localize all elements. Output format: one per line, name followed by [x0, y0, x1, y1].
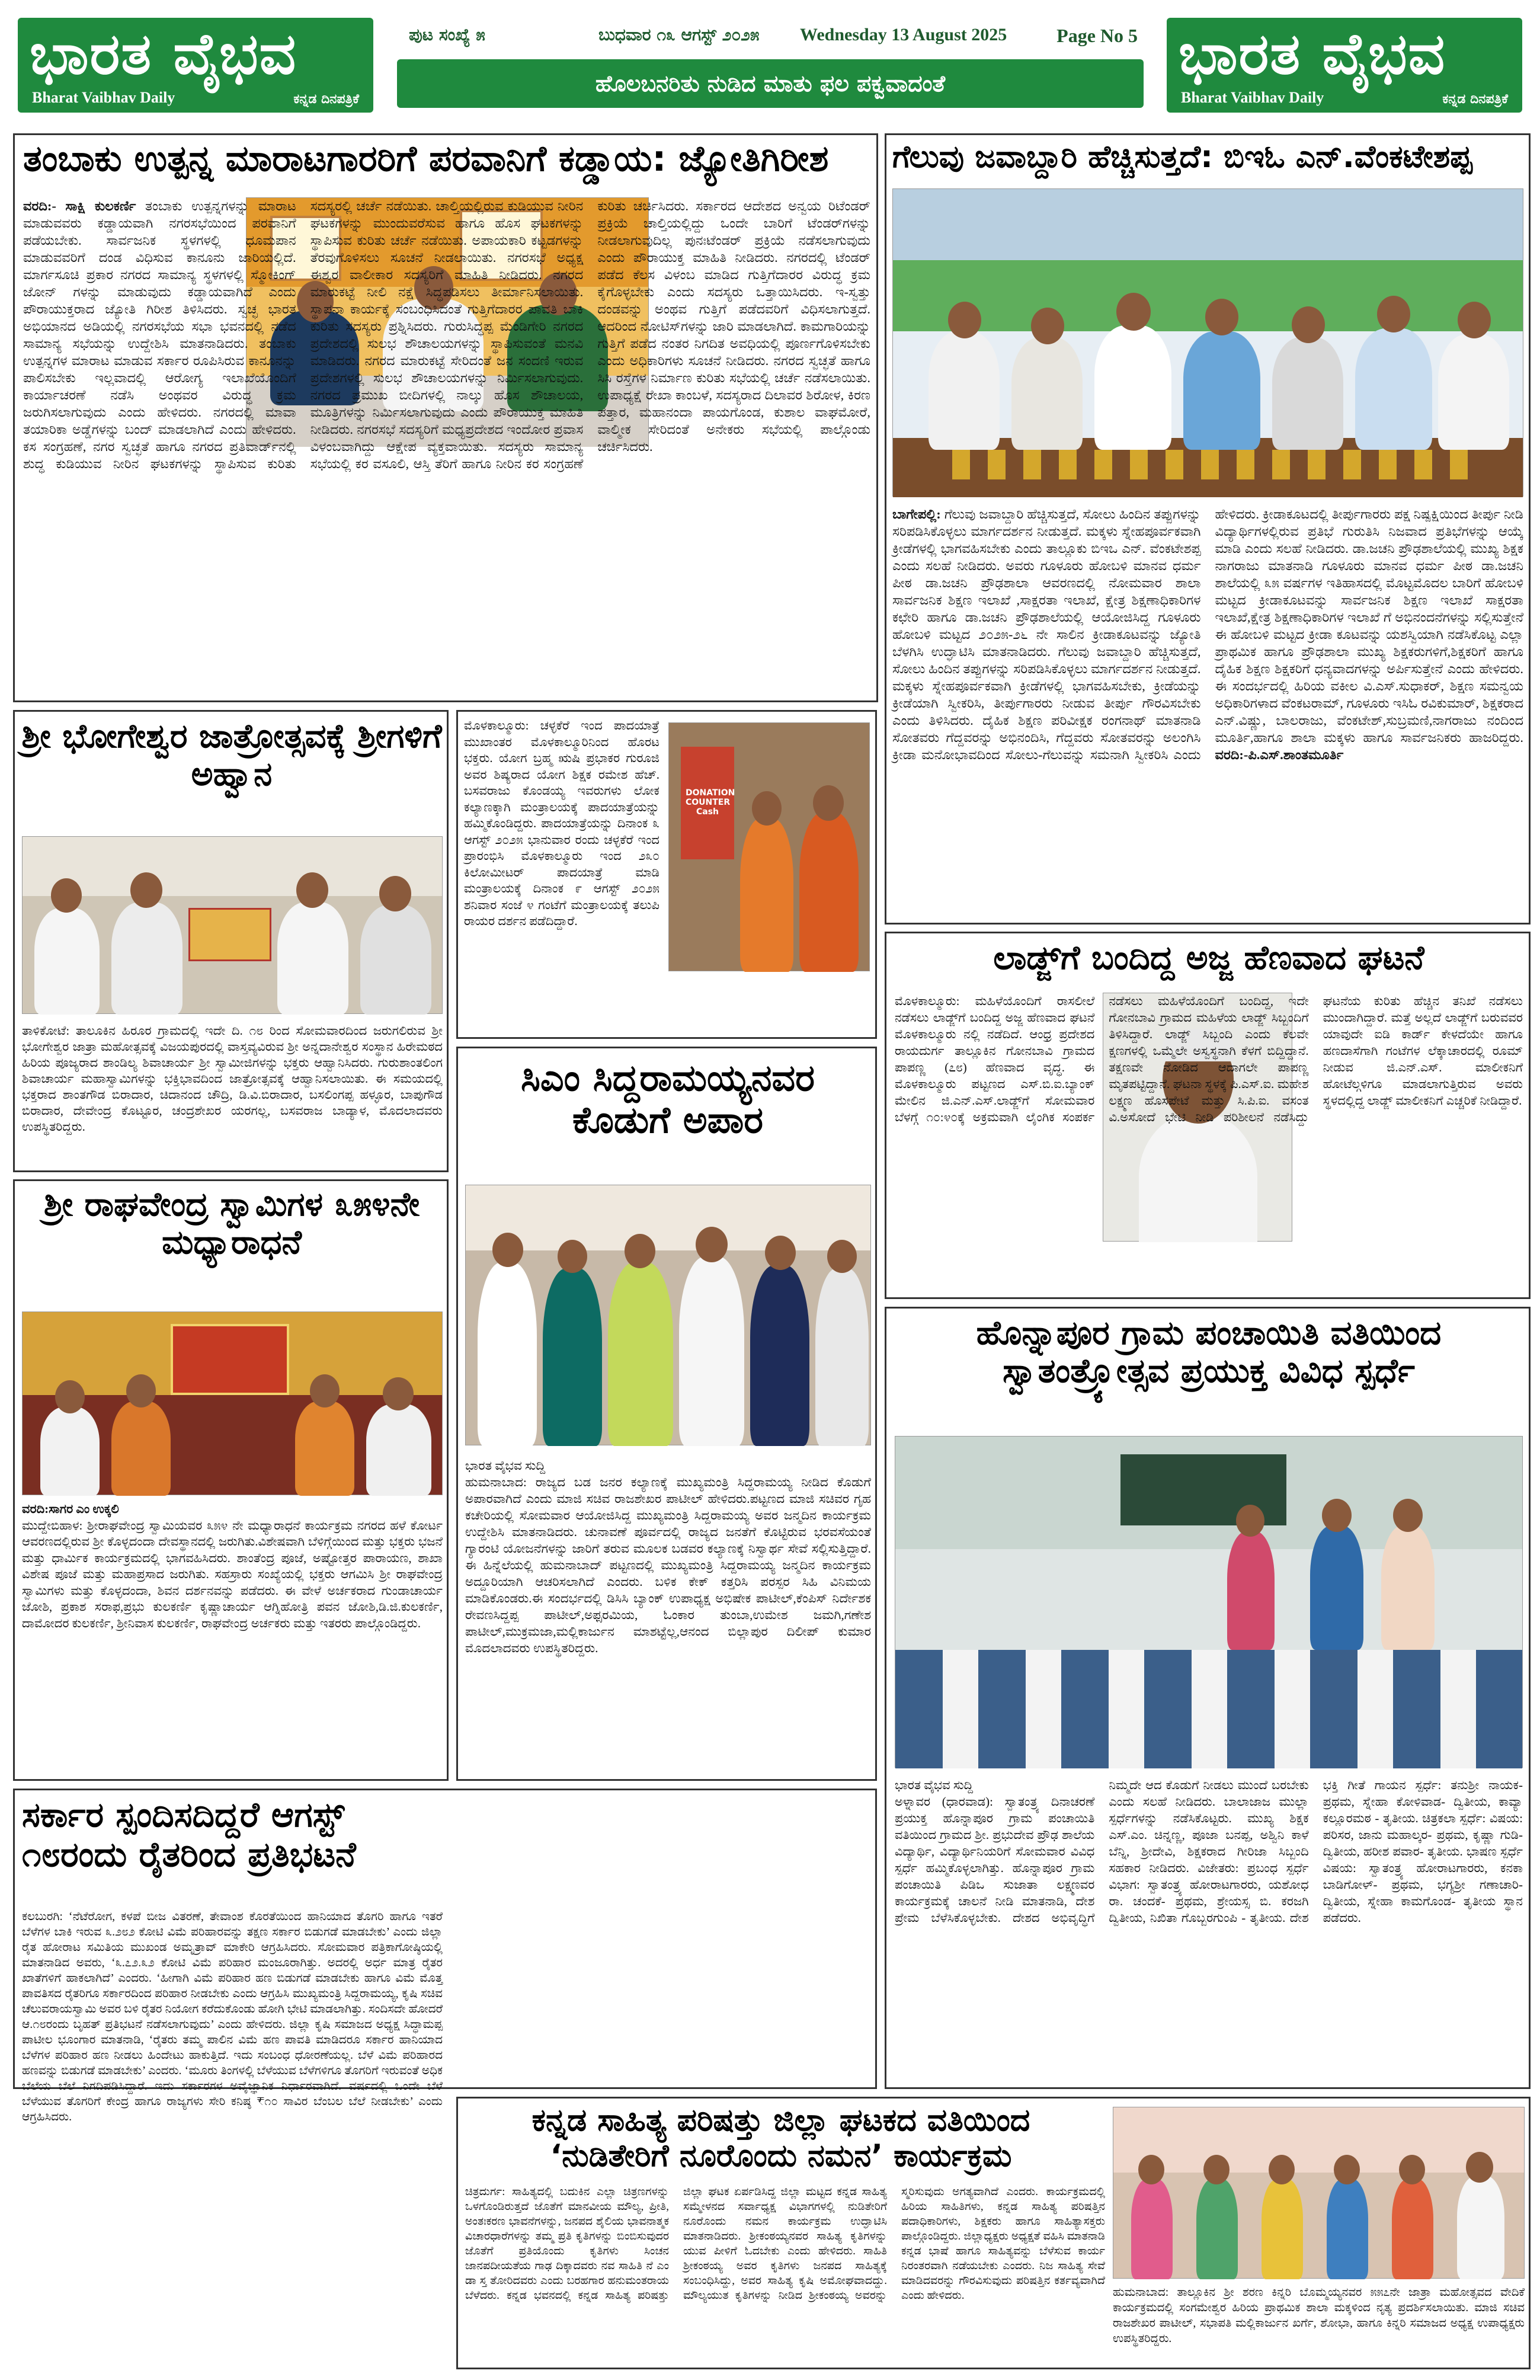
- logo-subtitle-kannada: ಕನ್ನಡ ದಿನಪತ್ರಿಕೆ: [1442, 92, 1508, 107]
- photo-caption: ಹುಮನಾಬಾದ: ತಾಲ್ಲೂಕಿನ ಶ್ರೀ ಶರಣ ಕಿನ್ನರಿ ಬೊಮ್ಮಯ್ಯನವರ ೫೫೭ನೇ ಜಾತ್ರಾ ಮಹೋತ್ಸವದ ವೇದಿಕೆ ಕಾರ್ಯಕ್ರಮದಲ್ಲಿ ಸಂಗಮೇಶ್ವರ ಹಿರಿಯ ಪ್ರಾಥಮಿಕ ಶಾಲಾ ಮಕ್ಕಳಿಂದ ನೃತ್ಯ ಪ್ರದರ್ಶಿಸಲಾಯಿತು. ಮಾಜಿ ಸಚಿವ ರಾಜಶೇಖರ ಪಾಟೀಲ್, ಸಭಾಪತಿ ಮಲ್ಲಿಕಾರ್ಜುನ ಖರ್ಗೆ, ಶೋಭಾ, ಹಾಗೂ ಕಿನ್ನರಿ ಸಮಾಜದ ಅಧ್ಯಕ್ಷ ಉಪಾಧ್ಯಕ್ಷರು ಉಪಸ್ಥಿತರಿದ್ದರು.: [1113, 2286, 1525, 2345]
- article-raghavendra: [13, 1179, 449, 1781]
- article-bhogeshwara: [13, 710, 449, 1172]
- article-dateline: ವರದಿ:- ಸಾಕ್ಷಿ ಕುಲಕರ್ಣಿ: [23, 199, 136, 213]
- pilgrims-photo: [668, 722, 870, 971]
- article-text: ಹುಮನಾಬಾದ: ರಾಜ್ಯದ ಬಡ ಜನರ ಕಲ್ಯಾಣಕ್ಕೆ ಮುಖ್ಯಮಂತ್ರಿ ಸಿದ್ದರಾಮಯ್ಯ ನೀಡಿದ ಕೊಡುಗೆ ಅಪಾರವಾಗಿದೆ ಎಂದು ಮಾಜಿ ಸಚಿವ ರಾಜಶೇಖರ ಪಾಟೀಲ್ ಹೇಳಿದರು.ಪಟ್ಟಣದ ಮಾಜಿ ಸಚಿವರ ಗೃಹ ಕಚೇರಿಯಲ್ಲಿ ಸೋಮವಾರ ಆಯೋಜಿಸಿದ್ದ ಮುಖ್ಯಮಂತ್ರಿ ಸಿದ್ದರಾಮಯ್ಯ ಅವರ ಜನ್ಮದಿನ ಕಾರ್ಯಕ್ರಮ ಉದ್ದೇಶಿಸಿ ಮಾತನಾಡಿದರು. ಚುನಾವಣೆ ಪೂರ್ವದಲ್ಲಿ ರಾಜ್ಯದ ಜನತೆಗೆ ಕೊಟ್ಟಿರುವ ಭರವಸೆಯಂತೆ ಗ್ಯಾರಂಟಿ ಯೋಜನೆಗಳನ್ನು ಜಾರಿಗೆ ತರುವ ಮೂಲಕ ಬಡವರ ಕಲ್ಯಾಣಕ್ಕೆ ನಿಸ್ವಾರ್ಥ ಸೇವೆ ಸಲ್ಲಿಸುತ್ತಿದ್ದಾರೆ. ಈ ಹಿನ್ನೆಲೆಯಲ್ಲಿ ಹುಮನಾಬಾದ್ ಪಟ್ಟಣದಲ್ಲಿ ಮುಖ್ಯಮಂತ್ರಿ ಸಿದ್ದರಾಮಯ್ಯ ಜನ್ಮದಿನ ಕಾರ್ಯಕ್ರಮ ಅದ್ದೂರಿಯಾಗಿ ಆಚರಿಸಲಾಗಿದೆ ಎಂದರು. ಬಳಿಕ ಕೇಕ್ ಕತ್ತರಿಸಿ ಪರಸ್ಪರ ಸಿಹಿ ವಿನಿಮಯ ಮಾಡಿಕೊಂಡರು.ಈ ಸಂದರ್ಭದಲ್ಲಿ ಡಿಸಿಸಿ ಬ್ಯಾಂಕ್ ಉಪಾಧ್ಯಕ್ಷ ಅಭಿಷೇಕ ಪಾಟೀಲ್,ಕೆಂಪಿಸ್ ನಿರ್ದೇಶಕ ರೇವಣಸಿದ್ದಪ್ಪ ಪಾಟೀಲ್,ಅಫ್ಸರಮಿಯ, ಓಂಕಾರ ತುಂಬಾ,ಉಮೇಶ ಜಮಗಿ,ಗಣೇಶ ಪಾಟೀಲ್,ಮುಕ್ರಮಜಾ,ಮಲ್ಲಿಕಾರ್ಜುನ ಮಾಶಟ್ಟೆಲ್ಲ,ಆನಂದ ಬಿಲ್ಲಾಪುರ ದಿಲೀಪ್ ಕುಮಾರ ಮೊದಲಾದವರು ಉಪಸ್ಥಿತರಿದ್ದರು.: [465, 1475, 871, 1655]
- article-body: [892, 506, 1523, 920]
- classroom-competition-photo: [895, 1436, 1523, 1768]
- article-text: ತಂಬಾಕು ಉತ್ಪನ್ನಗಳನ್ನು ಮಾರಾಟ ಮಾಡುವವರು ಕಡ್ಡಾಯವಾಗಿ ನಗರಸಭೆಯಿಂದ ಪರವಾನಿಗೆ ಪಡೆಯಬೇಕು. ಸಾರ್ವಜನಿಕ ಸ್ಥಳಗಳಲ್ಲಿ ಧೂಮಪಾನ ಮಾಡುವವರಿಗೆ ದಂಡ ವಿಧಿಸುವ ಕಾನೂನು ಜಾರಿಯಲ್ಲಿದೆ. ಮಾರ್ಗಸೂಚಿ ಪ್ರಕಾರ ನಗರದ ಸಾಮಾನ್ಯ ಸ್ಥಳಗಳಲ್ಲಿ ಸ್ಮೋಕಿಂಗ್ ಜೋನ್ ಗಳನ್ನು ಮಾಡುವುದು ಕಡ್ಡಾಯವಾಗಿದೆ ಎಂದು ಪೌರಾಯುಕ್ತರಾದ ಜ್ಯೋತಿ ಗಿರೀಶ ತಿಳಿಸಿದರು. ಸ್ವಚ್ಛ ಭಾರತ ಅಭಿಯಾನದ ಅಡಿಯಲ್ಲಿ ನಗರಸಭೆಯ ಸಭಾ ಭವನದಲ್ಲಿ ನಡೆದ ಸಾಮಾನ್ಯ ಸಭೆಯನ್ನು ಉದ್ದೇಶಿಸಿ ಮಾತನಾಡಿದರು. ತಂಬಾಕು ಉತ್ಪನ್ನಗಳ ಮಾರಾಟ ಮಾಡುವ ಸರ್ಕಾರ ರೂಪಿಸಿರುವ ಕಾನೂನನ್ನು ಪಾಲಿಸಬೇಕು ಇಲ್ಲವಾದಲ್ಲಿ ಆರೋಗ್ಯ ಇಲಾಖೆಯೊಂದಿಗೆ ಕಾರ್ಯಾಚರಣೆ ನಡೆಸಿ ಅಂಥವರ ವಿರುದ್ಧ ಕ್ರಮ ಜರುಗಿಸಲಾಗುವುದು ಎಂದು ಹೇಳಿದರು. ನಗರದಲ್ಲಿ ಮಾವಾ ತಯಾರಿಕಾ ಅಡ್ಡೆಗಳನ್ನು ಬಂದ್ ಮಾಡಲಾಗಿದೆ ಎಂದು ಹೇಳಿದರು. ಕಸ ಸಂಗ್ರಹಣೆ, ನಗರ ಸ್ವಚ್ಛತೆ ಹಾಗೂ ನಗರದ ಪ್ರತಿವಾರ್ಡ್‌ನಲ್ಲಿ ಶುದ್ಧ ಕುಡಿಯುವ ನೀರಿನ ಘಟಕಗಳನ್ನು ಸ್ಥಾಪಿಸುವ ಕುರಿತು ಸದಸ್ಯರಲ್ಲಿ ಚರ್ಚೆ ನಡೆಯಿತು. ಚಾಲ್ತಿಯಲ್ಲಿರುವ ಕುಡಿಯುವ ನೀರಿನ ಘಟಕಗಳನ್ನು ಮುಂದುವರೆಸುವ ಹಾಗೂ ಹೊಸ ಘಟಕಗಳನ್ನು ಸ್ಥಾಪಿಸುವ ಕುರಿತು ಚರ್ಚೆ ನಡೆಯಿತು. ಅಪಾಯಕಾರಿ ಕಟ್ಟಡಗಳನ್ನು ತೆರವುಗೊಳಿಸಲು ಸೂಚನೆ ನೀಡಲಾಯಿತು. ನಗರಸಭೆ ಅಧ್ಯಕ್ಷ ಈಶ್ವರ ವಾಲೀಕಾರ ಸದಸ್ಯರಿಗೆ ಮಾಹಿತಿ ನೀಡಿದರು. ನಗರದ ಮಾರುಕಟ್ಟೆ ನೀಲಿ ನಕ್ಷೆ ಸಿದ್ಧಪಡಿಸಲು ತೀರ್ಮಾನಿಸಲಾಯಿತು. ಸ್ಥಾಪನಾ ಕಾರ್ಯಕ್ಕೆ ಸಂಬಂಧಿಸಿದಂತೆ ಗುತ್ತಿಗೆದಾರರ ಪಾವತಿ ಬಾಕಿ ಕುರಿತು ಸದಸ್ಯರು ಪ್ರಶ್ನಿಸಿದರು. ಗುರುಸಿದ್ಧಪ್ಪ ಮೆಂಡಿಗೇರಿ ನಗರದ ಪ್ರದೇಶದಲ್ಲಿ ಸುಲಭ ಶೌಚಾಲಯಗಳನ್ನು ಸ್ಥಾಪಿಸುವಂತೆ ಮನವಿ ಮಾಡಿದರು. ನಗರದ ಮಾರುಕಟ್ಟೆ ಸೇರಿದಂತೆ ಜನ ಸಂದಣಿ ಇರುವ ಪ್ರದೇಶಗಳಲ್ಲಿ ಸುಲಭ ಶೌಚಾಲಯಗಳನ್ನು ನಿರ್ಮಿಸಲಾಗುವುದು. ನಗರದ ಪ್ರಮುಖ ಬೀದಿಗಳಲ್ಲಿ ನಾಲ್ಕು ಹೊಸ ಶೌಚಾಲಯ, ಮೂತ್ರಿಗಳನ್ನು ನಿರ್ಮಿಸಲಾಗುವುದು ಎಂದು ಪೌರಾಯುಕ್ತ ಮಾಹಿತಿ ನೀಡಿದರು. ನಗರಸಭೆ ಸದಸ್ಯರಿಗೆ ಮಧ್ಯಪ್ರದೇಶದ ಇಂದೋರ ಪ್ರವಾಸ ವಿಳಂಬವಾಗಿದ್ದು ಆಕ್ಷೇಪ ವ್ಯಕ್ತವಾಯಿತು. ಸದಸ್ಯರು ಸಾಮಾನ್ಯ ಸಭೆಯಲ್ಲಿ ಕರ ವಸೂಲಿ, ಆಸ್ತಿ ತೆರಿಗೆ ಹಾಗೂ ನೀರಿನ ಕರ ಸಂಗ್ರಹಣೆ ಕುರಿತು ಚರ್ಚಿಸಿದರು. ಸರ್ಕಾರದ ಆದೇಶದ ಅನ್ವಯ ರಿಟೆಂಡರ್ ಪ್ರಕ್ರಿಯೆ ಚಾಲ್ತಿಯಲ್ಲಿದ್ದು ಒಂದೇ ಬಾರಿಗೆ ಟೆಂಡರ್‌ಗಳನ್ನು ನೀಡಲಾಗುವುದಿಲ್ಲ ಪುನಃಟೆಂಡರ್ ಪ್ರಕ್ರಿಯೆ ನಡೆಸಲಾಗುವುದು ಎಂದು ಪೌರಾಯುಕ್ತ ಮಾಹಿತಿ ನೀಡಿದರು. ನಗರದಲ್ಲಿ ಟೆಂಡರ್ ಪಡೆದ ಕೆಲಸ ವಿಳಂಬ ಮಾಡಿದ ಗುತ್ತಿಗೆದಾರರ ವಿರುದ್ಧ ಕ್ರಮ ಕೈಗೊಳ್ಳಬೇಕು ಎಂದು ಸದಸ್ಯರು ಒತ್ತಾಯಿಸಿದರು. ಇ-ಸ್ವತ್ತು ದಂಡವನ್ನು ಅಂಥವ ಗುತ್ತಿಗೆ ಪಡೆದವರಿಗೆ ವಿಧಿಸಲಾಗುತ್ತದೆ. ಆದರಿಂದ ನೋಟಿಸ್‌ಗಳನ್ನು ಜಾರಿ ಮಾಡಲಾಗಿದೆ. ಕಾಮಗಾರಿಯನ್ನು ಗುತ್ತಿಗೆ ಪಡೆದ ನಂತರ ನಿಗದಿತ ಅವಧಿಯಲ್ಲಿ ಪೂರ್ಣಗೊಳಿಸಬೇಕು ಎಂದು ಅಧಿಕಾರಿಗಳು ಸೂಚನೆ ನೀಡಿದರು. ನಗರದ ಸ್ವಚ್ಛತೆ ಹಾಗೂ ಸಿಸಿ ರಸ್ತೆಗಳ ನಿರ್ಮಾಣ ಕುರಿತು ಸಭೆಯಲ್ಲಿ ಚರ್ಚೆ ನಡೆಸಲಾಯಿತು. ಉಪಾಧ್ಯಕ್ಷೆ ರೇಖಾ ಕಾಂಬಳೆ, ಸದಸ್ಯರಾದ ದಿಲಾವರ ಶಿರೋಳ, ಕಿರಣ ಪತ್ತಾರ, ಮಹಾನಂದಾ ಪಾಯಗೊಂಡ, ಕುಶಾಲ ವಾಘಮೋರೆ, ವಾಲ್ಮೀಕ ಸೇರಿದಂತೆ ಅನೇಕರು ಸಭೆಯಲ್ಲಿ ಪಾಲ್ಗೊಂಡು ಚರ್ಚಿಸಿದರು.: [23, 199, 870, 471]
- article-headline[interactable]: ಶ್ರೀ ಭೋಗೇಶ್ವರ ಜಾತ್ರೋತ್ಸವಕ್ಕೆ ಶ್ರೀಗಳಿಗೆ ಅಹ್ವಾನ: [21, 717, 442, 794]
- article-text: ಗೆಲುವು ಜವಾಬ್ದಾರಿ ಹೆಚ್ಚಿಸುತ್ತದೆ, ಸೋಲು ಹಿಂದಿನ ತಪ್ಪುಗಳನ್ನು ಸರಿಪಡಿಸಿಕೊಳ್ಳಲು ಮಾರ್ಗದರ್ಶನ ನೀಡುತ್ತದೆ. ಮಕ್ಕಳು ಸ್ನೇಹಪೂರ್ವಕವಾಗಿ ಕ್ರೀಡೆಗಳಲ್ಲಿ ಭಾಗವಹಿಸಬೇಕು ಎಂದು ತಾಲ್ಲೂಕು ಬಿಇಒ ಎನ್. ವೆಂಕಟೇಶಪ್ಪ ಎಂದು ಸಲಹೆ ನೀಡಿದರು. ಅವರು ಗೂಳೂರು ಹೋಬಳಿ ಮಾನವ ಧರ್ಮ ಪೀಠ ಡಾ.ಜಚನಿ ಪ್ರೌಢಶಾಲಾ ಆವರಣದಲ್ಲಿ ನೋಮವಾರ ಶಾಲಾ ಸಾರ್ವಜನಿಕ ಶಿಕ್ಷಣ ಇಲಾಖೆ ,ಸಾಕ್ಷರತಾ ಇಲಾಖೆ, ಕ್ಷೇತ್ರ ಶಿಕ್ಷಣಾಧಿಕಾರಿಗಳ ಕಛೇರಿ ಹಾಗೂ ಡಾ.ಜಚನಿ ಪ್ರೌಢಶಾಲೆಯಲ್ಲಿ ಆಯೋಜಿಸಿದ್ದ ಗೂಳೂರು ಹೋಬಳಿ ಮಟ್ಟದ ೨೦೨೫-೨೬ ನೇ ಸಾಲಿನ ಕ್ರೀಡಾಕೂಟವನ್ನು ಜ್ಯೋತಿ ಬೆಳಗಿಸಿ ಉದ್ಘಾಟಿಸಿ ಮಾತನಾಡಿದರು. ಗೆಲುವು ಜವಾಬ್ದಾರಿ ಹೆಚ್ಚಿಸುತ್ತದೆ, ಸೋಲು ಹಿಂದಿನ ತಪ್ಪುಗಳನ್ನು ಸರಿಪಡಿಸಿಕೊಳ್ಳಲು ಮಾರ್ಗದರ್ಶನ ನೀಡುತ್ತದೆ. ಮಕ್ಕಳು ಸ್ನೇಹಪೂರ್ವಕವಾಗಿ ಕ್ರೀಡೆಗಳಲ್ಲಿ ಭಾಗವಹಿಸಬೇಕು, ಕ್ರೀಡೆಯನ್ನು ಕ್ರೀಡೆಯಾಗಿ ಸ್ವೀಕರಿಸಿ, ತೀರ್ಪುಗಾರರು ನೀಡುವ ತೀರ್ಪು ಗೌರವಿಸಬೇಕು ಎಂದು ತಿಳಿಸಿದರು. ದೈಹಿಕ ಶಿಕ್ಷಣ ಪರಿವೀಕ್ಷಕ ರಂಗನಾಥ್ ಮಾತನಾಡಿ ಸೋತವರು ಗೆದ್ದವರನ್ನು ಅಭಿನಂದಿಸಿ, ಗೆದ್ದವರು ಸೋತವರನ್ನು ಅಲಂಗಿಸಿ ಕ್ರೀಡಾ ಮನೋಭಾವದಿಂದ ಸೋಲು-ಗೆಲುವನ್ನು ಸಮನಾಗಿ ಸ್ವೀಕರಿಸಿ ಎಂದು ಹೇಳಿದರು. ಕ್ರೀಡಾಕೂಟದಲ್ಲಿ ತೀರ್ಪುಗಾರರು ಪಕ್ಷ ನಿಷ್ಪಕ್ಷಿಯಿಂದ ತೀರ್ಪು ನೀಡಿ ವಿದ್ಯಾರ್ಥಿಗಳಲ್ಲಿರುವ ಪ್ರತಿಭೆ ಗುರುತಿಸಿ ನಿಜವಾದ ಪ್ರತಿಭೆಗಳನ್ನು ಆಯ್ಕೆ ಮಾಡಿ ಎಂದು ಸಲಹೆ ನೀಡಿದರು. ಡಾ.ಜಚನಿ ಪ್ರೌಢಶಾಲೆಯಲ್ಲಿ ಮುಖ್ಯ ಶಿಕ್ಷಕ ನಾಗರಾಜು ಮಾತನಾಡಿ ಗೂಳೂರು ಮಾನವ ಧರ್ಮ ಪೀಠ ಡಾ.ಜಚನಿ ಶಾಲೆಯಲ್ಲಿ ೩೫ ವರ್ಷಗಳ ಇತಿಹಾಸದಲ್ಲಿ ಮೊಟ್ಟಮೊದಲ ಬಾರಿಗೆ ಹೋಬಳಿ ಮಟ್ಟದ ಕ್ರೀಡಾಕೂಟವನ್ನು ಸಾರ್ವಜನಿಕ ಶಿಕ್ಷಣ ಇಲಾಖೆ ಸಾಕ್ಷರತಾ ಇಲಾಖೆ,ಕ್ಷೇತ್ರ ಶಿಕ್ಷಣಾಧಿಕಾರಿಗಳ ಇಲಾಖೆ ಗೆ ಅಭಿನಂದನೆಗಳನ್ನು ಸಲ್ಲಿಸುತ್ತೇನೆ ಈ ಹೋಬಳಿ ಮಟ್ಟದ ಕ್ರೀಡಾ ಕೂಟವನ್ನು ಯಶಸ್ವಿಯಾಗಿ ನಡೆಸಿಕೊಟ್ಟ ಎಲ್ಲಾ ಪ್ರಾಥಮಿಕ ಹಾಗೂ ಪ್ರೌಢಶಾಲಾ ಮುಖ್ಯ ಶಿಕ್ಷಕರುಗಳಿಗೆ,ಶಿಕ್ಷಕರಿಗೆ ಹಾಗೂ ದೈಹಿಕ ಶಿಕ್ಷಣ ಶಿಕ್ಷಕರಿಗೆ ಧನ್ಯವಾದಗಳನ್ನು ಅರ್ಪಿಸುತ್ತೇನೆ ಎಂದು ಹೇಳಿದರು. ಈ ಸಂದರ್ಭದಲ್ಲಿ ಹಿರಿಯ ವಕೀಲ ವಿ.ಎಸ್.ಸುಧಾಕರ್, ಶಿಕ್ಷಣ ಸಮನ್ವಯ ಅಧಿಕಾರಿಗಳಾದ ವೆಂಕಟರಾಮ್, ಗೂಳೂರು ಇಸಿಓ ರವಿಕುಮಾರ್, ಶಿಕ್ಷಕರಾದ ಎನ್.ವಿಷ್ಣು, ಬಾಲರಾಜು, ವೆಂಕಟೇಶ್,ಸುಬ್ರಮಣಿ,ನಾಗರಾಜು ನಂದಿಂದ ಮೂರ್ತಿ,ಹಾಗೂ ಶಾಲಾ ಮಕ್ಕಳು ಹಾಗೂ ಸಾರ್ವಜನಿಕರು ಹಾಜರಿದ್ದರು.: [892, 507, 1523, 762]
- article-dateline: ಭಾರತ ವೈಭವ ಸುದ್ದಿ: [895, 1778, 974, 1792]
- logo-right: [1167, 18, 1522, 113]
- article-headline[interactable]: ಲಾಡ್ಜ್‌ಗೆ ಬಂದಿದ್ದ ಅಜ್ಜ ಹೆಣವಾದ ಘಟನೆ: [993, 939, 1424, 977]
- article-text: ಮುದ್ದೇಬಿಹಾಳ: ಶ್ರೀರಾಘವೇಂದ್ರ ಸ್ವಾಮಿಯವರ ೩೫೪ ನೇ ಮಧ್ಯಾರಾಧನೆ ಕಾರ್ಯಕ್ರಮ ನಗರದ ಹಳೆ ಕೋರ್ಟ ಆವರಣದಲ್ಲಿರುವ ಶ್ರೀ ಕೊಳ್ಳದಂದಾ ದೇವಸ್ಥಾನದಲ್ಲಿ ಜರುಗಿತು.ವಿಶೇಷವಾಗಿ ಬೆಳಿಗ್ಗೆಯಿಂದ ಮತ್ತು ಭಕ್ತರು ಭಜನೆ ಮತ್ತು ಧಾರ್ಮಿಕ ಕಾರ್ಯಕ್ರಮದಲ್ಲಿ ಭಾಗವಹಿಸಿದರು. ಶಾಂತೆಂದ್ರ ಪೂಜೆ, ಅಷ್ಟೋತ್ತರ ಪಾರಾಯಣ, ಶಾಖಾ ವಿಶೇಷ ಪೂಜೆ ಮತ್ತು ಮಹಾಪ್ರಸಾದ ಜರುಗಿತು. ಸಹಸ್ರಾರು ಸಂಖ್ಯೆಯಲ್ಲಿ ಭಕ್ತರು ಆಗಮಿಸಿ ಶ್ರೀ ರಾಘವೇಂದ್ರ ಸ್ವಾಮಿಗಳು ಮತ್ತು ಕೊಳ್ಳದಂದಾ, ಶಿವನ ದರ್ಶನವನ್ನು ಪಡೆದರು. ಈ ವೇಳೆ ಅರ್ಚಕರಾದ ಗುಂಡಾಚಾರ್ಯ ಜೋಶಿ, ಪ್ರಕಾಶ ಸರಾಫ,ಪ್ರಭು ಕುಲಕರ್ಣಿ ಕೃಷ್ಣಾಚಾರ್ಯ ಆಗ್ನಿಹೋತ್ರಿ ಪವನ ಜೋಶಿ,ಡಿ.ಜಿ.ಕುಲಕರ್ಣಿ, ದಾಮೋದರ ಕುಲಕರ್ಣಿ, ಶ್ರೀನಿವಾಸ ಕುಲಕರ್ಣಿ, ರಾಘವೇಂದ್ರ ಅರ್ಚಕರು ಮತ್ತು ಇತರರು ಪಾಲ್ಗೊಂಡಿದ್ದರು.: [22, 1518, 443, 1630]
- slogan-bar: ಹೊಲಬನರಿತು ನುಡಿದ ಮಾತು ಫಲ ಪಕ್ವವಾದಂತೆ: [397, 59, 1144, 108]
- article-sahitya: [456, 2097, 1531, 2369]
- masthead: [18, 18, 1522, 113]
- issue-line: [397, 21, 1144, 51]
- temple-ritual-photo: [22, 1311, 443, 1495]
- article-body: [465, 1457, 871, 1777]
- logo-subtitle-kannada: ಕನ್ನಡ ದಿನಪತ್ರಿಕೆ: [293, 92, 359, 107]
- sports-event-photo: [892, 188, 1523, 497]
- article-body: ಕಲಬುರಗಿ: ‘ನೆಟೆರೋಗ, ಕಳಪೆ ಬೀಜ ವಿತರಣೆ, ತೇವಾಂಶ ಕೊರತೆಯಿಂದ ಹಾನಿಯಾದ ತೊಗರಿ ಹಾಗೂ ಇತರೆ ಬೆಳೆಗಳ ಬಾಕಿ ಇರುವ ೩.೨೮೨ ಕೋಟಿ ವಿಮೆ ಪರಿಹಾರವನ್ನು ತಕ್ಷಣ ಸರ್ಕಾರ ಬಿಡುಗಡೆ ಮಾಡಬೇಕು’ ಎಂದು ಜಿಲ್ಲಾ ರೈತ ಹೋರಾಟ ಸಮಿತಿಯ ಮುಖಂಡ ಅಮೃತ್ರಾವ್ ಮಾಕೇರಿ ಆಗ್ರಹಿಸಿದರು. ಸೋಮವಾರ ಪತ್ರಿಕಾಗೋಷ್ಠಿಯಲ್ಲಿ ಮಾತನಾಡಿದ ಅವರು, ‘೩.೭೨.೩೨ ಕೋಟಿ ವಿಮೆ ಪರಿಹಾರ ಮಂಜೂರಾಗಿತ್ತು. ಅದರಲ್ಲಿ ಅರ್ಧ ಮಾತ್ರ ರೈತರ ಖಾತೆಗಳಿಗೆ ಹಾಕಲಾಗಿದೆ’ ಎಂದರು. ‘ಹೀಗಾಗಿ ವಿಮೆ ಪರಿಹಾರ ಹಣ ಬಿಡುಗಡೆ ಮಾಡಬೇಕು ಹಾಗೂ ವಿಮೆ ಮೊತ್ತ ಪಾವತಿಸದ ರೈತರಿಗೂ ಸರ್ಕಾರದಿಂದ ಪರಿಹಾರ ನೀಡಬೇಕು ಎಂದು ಆಗ್ರಹಿಸಿ ಮುಖ್ಯಮಂತ್ರಿ ಸಿದ್ದರಾಮಯ್ಯ, ಕೃಷಿ ಸಚಿವ ಚೆಲುವರಾಯಸ್ವಾಮಿ ಅವರ ಬಳಿ ರೈತರ ನಿಯೋಗ ಕರೆದುಕೊಂಡು ಹೋಗಿ ಭೇಟಿ ಮಾಡಲಾಗಿತ್ತು. ಸಂದಿಸದೇ ಹೋದರೆ ಆ.೧೮ರಂದು ಬೃಹತ್ ಪ್ರತಿಭಟನೆ ನಡೆಸಲಾಗುವುದು’ ಎಂದು ಹೇಳಿದರು. ಜಿಲ್ಲಾ ಕೃಷಿ ಸಮಾಜದ ಅಧ್ಯಕ್ಷ ಸಿದ್ಧಾಮಪ್ಪ ಪಾಟೀಲ ಭೂಂಗಾರ ಮಾತನಾಡಿ, ‘ರೈತರು ತಮ್ಮ ಪಾಲಿನ ವಿಮೆ ಹಣ ಪಾವತಿ ಮಾಡಿದರೂ ಸರ್ಕಾರ ಹಾನಿಯಾದ ಬೆಳೆಗಳ ಪರಿಹಾರ ಹಣ ನೀಡಲು ಹಿಂದೇಟು ಹಾಕುತ್ತಿದೆ. ಇದು ಸಂಬಂಧ ಧೋರಣೆಯಲ್ಲ. ಬೆಳೆ ವಿಮೆ ಪರಿಹಾರದ ಹಣವನ್ನು ಬಿಡುಗಡೆ ಮಾಡಬೇಕು’ ಎಂದರು. ‘ಮೂರು ತಿಂಗಳಲ್ಲಿ ಬೆಳೆಯುವ ಬೆಳೆಗಳಿಗೂ ತೊಗರಿಗೆ ಇರುವಂತೆ ಅಧಿಕ ಬೆಲೆಯ ಬೆಲೆ ನಿಗದಿಪಡಿಸಿದ್ದಾರೆ. ಇದು ಸರ್ಕಾರಗಳ ಅವೈಜ್ಞಾನಿಕ ನಿರ್ಧಾರವಾಗಿದೆ. ವರ್ಷದಲ್ಲಿ ಒಂದೇ ಬೆಳೆ ಬೆಳೆಯುವ ತೊಗರಿಗೆ ಕೇಂದ್ರ ಹಾಗೂ ರಾಜ್ಯಗಳು ಸೇರಿ ಕನಿಷ್ಠ ₹೧೦ ಸಾವಿರ ಬೆಂಬಲ ಬೆಲೆ ನೀಡಬೇಕು’ ಎಂದು ಆಗ್ರಹಿಸಿದರು.: [22, 1910, 443, 2123]
- logo-subtitle-english: Bharat Vaibhav Daily: [32, 89, 175, 106]
- article-honnapura: [885, 1307, 1531, 2089]
- logo-title: ಭಾರತ ವೈಭವ: [30, 20, 297, 87]
- article-body: [23, 197, 870, 695]
- article-farmers: [13, 1789, 877, 2123]
- birthday-celebration-photo: [465, 1185, 871, 1445]
- article-headline[interactable]: [470, 2103, 1092, 2174]
- article-headline[interactable]: ಶ್ರೀ ರಾಘವೇಂದ್ರ ಸ್ವಾಮಿಗಳ ೩೫೪ನೇ ಮಧ್ಯಾರಾಧನೆ: [43, 1185, 420, 1262]
- dance-performance-photo: [1113, 2107, 1525, 2279]
- article-body: ಮೊಳಕಾಲ್ಮೂರು: ಮಹಿಳೆಯೊಂದಿಗೆ ರಾಸಲೀಲೆ ನಡೆಸಲು ಲಾಡ್ಜ್‌ಗೆ ಬಂದಿದ್ದ ಅಜ್ಜ ಹೆಣವಾದ ಘಟನೆ ಮೊಳಕಾಲ್ಮೂರು ನಲ್ಲಿ ನಡೆದಿದೆ. ಆಂಧ್ರ ಪ್ರದೇಶದ ರಾಯದುರ್ಗ ತಾಲ್ಲೂಕಿನ ಗೋನಬಾವಿ ಗ್ರಾಮದ ಪಾಪಣ್ಣ (೭೮) ಹೆಣವಾದ ವೃದ್ಧ. ಈ ಮೊಳಕಾಲ್ಮೂರು ಪಟ್ಟಣದ ಎಸ್.ಬಿ.ಐ.ಬ್ಯಾಂಕ್ ಮೇಲಿನ ಜಿ.ಎನ್.ಎಸ್.ಲಾಡ್ಜ್‌ಗೆ ಸೋಮವಾರ ಬೆಳಗ್ಗೆ ೧೦:೪೦ಕ್ಕೆ ಅಕ್ರಮವಾಗಿ ಲೈಂಗಿಕ ಸಂಪರ್ಕ ನಡೆಸಲು ಮಹಿಳೆಯೊಂದಿಗೆ ಬಂದಿದ್ದ, ಇದೇ ಗೋನಬಾವಿ ಗ್ರಾಮದ ಮಹಿಳೆಯ ಲಾಡ್ಜ್ ಸಿಬ್ಬಂದಿಗೆ ತಿಳಿಸಿದ್ದಾರೆ. ಲಾಡ್ಜ್ ಸಿಬ್ಬಂದಿ ಎಂದು ಕೆಲವೇ ಕ್ಷಣಗಳಲ್ಲಿ ಒಮ್ಮೆಲೇ ಅಸ್ವಸ್ಥನಾಗಿ ಕೆಳಗೆ ಬಿದ್ದಿದ್ದಾನೆ. ತಕ್ಷಣವೇ ನೋಡಿದ ಆದಾಗಲೇ ಪಾಪಣ್ಣ ಮೃತಪಟ್ಟಿದ್ದಾನೆ. ಘಟನಾ ಸ್ಥಳಕ್ಕೆ ಪಿ.ಎಸ್.ಐ. ಮಹೇಶ ಲಕ್ಷ್ಮಣ ಹೊಸಪೇಟೆ ಮತ್ತು ಸಿ.ಪಿ.ಐ. ವಸಂತ ವಿ.ಅಸೋದೆ ಭೇಟಿ ನೀಡಿ ಪರಿಶೀಲನೆ ನಡೆಸಿದ್ದು ಘಟನೆಯ ಕುರಿತು ಹೆಚ್ಚಿನ ತನಿಖೆ ನಡೆಸಲು ಮುಂದಾಗಿದ್ದಾರೆ. ಮತ್ತೆ ಅಲ್ಲದೆ ಲಾಡ್ಜ್‌ಗೆ ಬರುವವರ ಯಾವುದೇ ಐಡಿ ಕಾರ್ಡ್ ಕೇಳದೆಯೇ ಹಾಗೂ ಹಣದಾಸೆಗಾಗಿ ಗಂಟೆಗಳ ಲೆಕ್ಕಾಚಾರದಲ್ಲಿ ರೂಮ್ ನೀಡುವ ಜಿ.ಎನ್.ಎಸ್. ಮಾಲೀಕನಿಗೆ ಹೋಟೆಲ್ಗಳಿಗೂ ಮಾಡಲಾಗುತ್ತಿರುವ ಅವರು ಸ್ಥಳದಲ್ಲಿದ್ದ ಲಾಡ್ಜ್ ಮಾಲೀಕನಿಗೆ ಎಚ್ಚರಿಕೆ ನೀಡಿದ್ದಾರೆ.: [895, 994, 1523, 1124]
- article-text: ಅಳ್ನಾವರ (ಧಾರವಾಡ): ಸ್ವಾತಂತ್ರ್ಯ ದಿನಾಚರಣೆ ಪ್ರಯುಕ್ತ ಹೊನ್ನಾಪೂರ ಗ್ರಾಮ ಪಂಚಾಯಿತಿ ವತಿಯಿಂದ ಗ್ರಾಮದ ಶ್ರೀ. ಪ್ರಭುದೇವ ಪ್ರೌಢ ಶಾಲೆಯ ವಿದ್ಯಾರ್ಥಿ, ವಿದ್ಯಾರ್ಥಿನಿಯರಿಗೆ ಸೋಮವಾರ ವಿವಿಧ ಸ್ಪರ್ಧೆ ಹಮ್ಮಿಕೊಳ್ಳಲಾಗಿತ್ತು. ಹೊನ್ನಾಪೂರ ಗ್ರಾಮ ಪಂಚಾಯಿತಿ ಪಿಡಿಒ ಸುಜಾತಾ ಲಕ್ಷ್ಮಣವರ ಕಾರ್ಯಕ್ರಮಕ್ಕೆ ಚಾಲನೆ ನೀಡಿ ಮಾತನಾಡಿ, ದೇಶ ಪ್ರೇಮ ಬೆಳೆಸಿಕೊಳ್ಳಬೇಕು. ದೇಶದ ಅಭಿವೃದ್ಧಿಗೆ ನಿಮ್ಮದೇ ಆದ ಕೊಡುಗೆ ನೀಡಲು ಮುಂದೆ ಬರಬೇಕು ಎಂದು ಸಲಹೆ ನೀಡಿದರು. ಬಾಲಾಜಾಜ ಮುಲ್ಲಾ ಸ್ಪರ್ಧೆಗಳನ್ನು ನಡೆಸಿಕೊಟ್ಟರು. ಮುಖ್ಯ ಶಿಕ್ಷಕ ಎಸ್.ಎಂ. ಚಿನ್ನಣ್ಣ, ಪೂಜಾ ಬನಪ್ಪ, ಅಶ್ವಿನಿ ಕಾಳೆ ಬೆನ್ನಿ, ಶ್ರೀದೇವಿ, ಶಿಕ್ಷಕರಾದ ಗೀರಿಜಾ ಸಿಬ್ಬಂದಿ ಸಹಕಾರ ನೀಡಿದರು. ವಿಜೇತರು: ಪ್ರಬಂಧ ಸ್ಪರ್ಧೆ ವಿಭಾಗ: ಸ್ವಾತಂತ್ರ್ಯ ಹೋರಾಟಗಾರರು, ಯಶೋಧ ರಾ. ಚಂದಕೆ- ಪ್ರಥಮ, ಶ್ರೇಯಸ್ಸ ಬಿ. ಕರಜಗಿ ದ್ವಿತೀಯ, ನಿಖಿತಾ ಗೊಬ್ಬರಗುಂಪಿ - ತೃತೀಯ. ದೇಶ ಭಕ್ತಿ ಗೀತೆ ಗಾಯನ ಸ್ಪರ್ಧೆ: ತನುಶ್ರೀ ನಾಯಕ- ಪ್ರಥಮ, ಸ್ನೇಹಾ ಕೋಳಿವಾಡ- ದ್ವಿತೀಯ, ಕಾವ್ಯಾ ಕಲ್ಲೂರಮಠ - ತೃತೀಯ. ಚಿತ್ರಕಲಾ ಸ್ಪರ್ಧೆ: ವಿಷಯ: ಪರಿಸರ, ಜಾನು ಮಹಾಲ್ಕರ- ಪ್ರಥಮ, ಕೃಷ್ಣಾ ಗುಡಿ- ದ್ವಿತೀಯ, ಹರೀಶ ಪವಾರ- ತೃತೀಯ. ಭಾಷಣ ಸ್ಪರ್ಧೆ ವಿಷಯ: ಸ್ವಾತಂತ್ರ್ಯ ಹೋರಾಟಗಾರರು, ಕನಕಾ ಬಾಡಿಗೋಳ್- ಪ್ರಥಮ, ಭಗ್ಯಶ್ರೀ ಗಣಾಚಾರಿ- ದ್ವಿತೀಯ, ಸ್ನೇಹಾ ಕಾಮಗೊಂಡ- ತೃತೀಯ ಸ್ಥಾನ ಪಡೆದರು.: [895, 1778, 1523, 1925]
- article-siddaramaiah: [456, 1047, 877, 1781]
- article-body: ಚಿತ್ರದುರ್ಗ: ಸಾಹಿತ್ಯದಲ್ಲಿ ಬದುಕಿನ ಎಲ್ಲಾ ಚಿತ್ರಣಗಳನ್ನು ಒಳಗೊಂಡಿರುತ್ತದೆ ಜೊತೆಗೆ ಮಾನವೀಯ ಮೌಲ್ಯ, ಪ್ರೀತಿ, ಅಂತಃಕರಣ ಭಾವನೆಗಳನ್ನು, ಜನಪದ ಶೈಲಿಯ ಭಾವನಾತ್ಮಕ ವಿಚಾರಧಾರೆಗಳನ್ನು ತಮ್ಮ ಪ್ರತಿ ಕೃತಿಗಳನ್ನು ಬಿಂಬಿಸುವುದರ ಜೊತೆಗೆ ಪ್ರತಿಯೊಂದು ಕೃತಿಗಳು ಸಿಂಚನ ಜಾನಪದೀಯತೆಯ ಗಾಢ ದಿಕ್ಕಾದವರು ನವ ಸಾಹಿತಿ ನೆ ಎಂ ಡಾ ಸ್ತ ತೋರಿದವರು ಎಂದು ಬರಹಗಾರ ಹನುಮಂತರಾಯ ಬೆಳೆದರು. ಕನ್ನಡ ಭವನದಲ್ಲಿ ಕನ್ನಡ ಸಾಹಿತ್ಯ ಪರಿಷತ್ತು ಜಿಲ್ಲಾ ಘಟಕ ಏರ್ಪಡಿಸಿದ್ದ ಜಿಲ್ಲಾ ಮಟ್ಟದ ಕನ್ನಡ ಸಾಹಿತ್ಯ ಸಮ್ಮೇಳನದ ಸರ್ವಾಧ್ಯಕ್ಷ ವಿಭಾಗಗಳಲ್ಲಿ ನುಡಿತೇರಿಗೆ ನೂರೊಂದು ನಮನ ಕಾರ್ಯಕ್ರಮ ಉದ್ಘಾಟಿಸಿ ಮಾತನಾಡಿದರು. ಶ್ರೀಕಂಠಯ್ಯನವರ ಸಾಹಿತ್ಯ ಕೃತಿಗಳನ್ನು ಯುವ ಪೀಳಿಗೆ ಓದಬೇಕು ಎಂದು ಹೇಳಿದರು. ಸಾಹಿತಿ ಶ್ರೀಕಂಠಯ್ಯ ಅವರ ಕೃತಿಗಳು ಜನಪದ ಸಾಹಿತ್ಯಕ್ಕೆ ಸಂಬಂಧಿಸಿದ್ದು, ಅವರ ಸಾಹಿತ್ಯ ಕೃಷಿ ಅಮೋಘವಾದದ್ದು. ಮೌಲ್ಯಯುತ ಕೃತಿಗಳನ್ನು ನೀಡಿದ ಶ್ರೀಕಂಠಯ್ಯ ಅವರನ್ನು ಸ್ಮರಿಸುವುದು ಅಗತ್ಯವಾಗಿದೆ ಎಂದರು. ಕಾರ್ಯಕ್ರಮದಲ್ಲಿ ಹಿರಿಯ ಸಾಹಿತಿಗಳು, ಕನ್ನಡ ಸಾಹಿತ್ಯ ಪರಿಷತ್ತಿನ ಪದಾಧಿಕಾರಿಗಳು, ಶಿಕ್ಷಕರು ಹಾಗೂ ಸಾಹಿತ್ಯಾಸಕ್ತರು ಪಾಲ್ಗೊಂಡಿದ್ದರು. ಜಿಲ್ಲಾಧ್ಯಕ್ಷರು ಅಧ್ಯಕ್ಷತೆ ವಹಿಸಿ ಮಾತನಾಡಿ ಕನ್ನಡ ಭಾಷೆ ಹಾಗೂ ಸಾಹಿತ್ಯವನ್ನು ಬೆಳೆಸುವ ಕಾರ್ಯ ನಿರಂತರವಾಗಿ ನಡೆಯಬೇಕು ಎಂದರು. ನಿಜ ಸಾಹಿತ್ಯ ಸೇವೆ ಮಾಡಿದವರನ್ನು ಗೌರವಿಸುವುದು ಪರಿಷತ್ತಿನ ಕರ್ತವ್ಯವಾಗಿದೆ ಎಂದು ಹೇಳಿದರು.: [465, 2186, 1105, 2302]
- article-byline: ವರದಿ:ಸಾಗರ ಎಂ ಉಕ್ಕಲಿ: [22, 1502, 119, 1516]
- article-headline[interactable]: ಸರ್ಕಾರ ಸ್ಪಂದಿಸದಿದ್ದರೆ ಆಗಸ್ಟ್ ೧೮ರಂದು ರೈತರಿಂದ ಪ್ರತಿಭಟನೆ: [22, 1794, 356, 1874]
- article-body: [22, 1501, 443, 1777]
- page-number: Page No 5: [1056, 25, 1138, 46]
- article-lodge: [885, 932, 1531, 1299]
- issue-english-date: Wednesday 13 August 2025: [800, 25, 1007, 44]
- logo-left: [18, 18, 373, 113]
- article-byline: ವರದಿ:-ಪಿ.ಎಸ್.ಶಾಂತಮೂರ್ತಿ: [1215, 747, 1344, 762]
- article-headline[interactable]: ಗೆಲುವು ಜವಾಬ್ದಾರಿ ಹೆಚ್ಚಿಸುತ್ತದೆ: ಬಿಇಓ ಎನ್.ವೆಂಕಟೇಶಪ್ಪ: [892, 139, 1472, 175]
- article-headline[interactable]: ತಂಬಾಕು ಉತ್ಪನ್ನ ಮಾರಾಟಗಾರರಿಗೆ ಪರವಾನಿಗೆ ಕಡ್ಡಾಯ: ಜ್ಯೋತಿಗಿರೀಶ: [23, 138, 829, 180]
- issue-volume: ಪುಟ ಸಂಖ್ಯೆ ೫: [409, 25, 485, 44]
- headline-line-2: ‘ನುಡಿತೇರಿಗೆ ನೂರೊಂದು ನಮನ’ ಕಾರ್ಯಕ್ರಮ: [550, 2138, 1012, 2174]
- invitation-photo: [22, 836, 443, 1014]
- article-pilgrimage: [456, 710, 877, 1039]
- headline-line-1: ಕನ್ನಡ ಸಾಹಿತ್ಯ ಪರಿಷತ್ತು ಜಿಲ್ಲಾ ಘಟಕದ ವತಿಯಿಂದ: [532, 2103, 1030, 2138]
- issue-kannada-date: ಬುಧವಾರ ೧೩ ಆಗಸ್ಟ್ ೨೦೨೫: [598, 25, 760, 44]
- article-dateline: ಬಾಗೇಪಲ್ಲಿ:: [892, 507, 941, 522]
- article-headline[interactable]: ಹೊನ್ನಾಪೂರ ಗ್ರಾಮ ಪಂಚಾಯಿತಿ ವತಿಯಿಂದ ಸ್ವಾತಂತ್ರ್ಯೋತ್ಸವ ಪ್ರಯುಕ್ತ ವಿವಿಧ ಸ್ಪರ್ಧೆ: [976, 1314, 1442, 1391]
- article-body: ಮೊಳಕಾಲ್ಮೂರು: ಚಳ್ಳಕೆರೆ ಇಂದ ಪಾದಯಾತ್ರೆ ಮುಖಾಂತರ ಮೊಳಕಾಲ್ಮೂರಿನಿಂದ ಹೊರಟ ಭಕ್ತರು. ಯೋಗ ಬ್ರಹ್ಮ ಋಷಿ ಪ್ರಭಾಕರ ಗುರೂಜಿ ಅವರ ಶಿಷ್ಯರಾದ ಯೋಗ ಶಿಕ್ಷಕ ರಮೇಶ ಹೆಚ್. ಬಸವರಾಜು ಕೊಂಡಯ್ಯ ಇವರುಗಳು ಲೋಕ ಕಲ್ಯಾಣಕ್ಕಾಗಿ ಮಂತ್ರಾಲಯಕ್ಕೆ ಪಾದಯಾತ್ರೆಯನ್ನು ಹಮ್ಮಿಕೊಂಡಿದ್ದರು. ಪಾದಯಾತ್ರೆಯನ್ನು ದಿನಾಂಕ ೩ ಆಗಸ್ಟ್ ೨೦೨೫ ಭಾನುವಾರ ರಂದು ಚಳ್ಳಕೆರೆ ಇಂದ ಪ್ರಾರಂಭಿಸಿ ಮೊಳಕಾಲ್ಮೂರು ಇಂದ ೨೩೦ ಕಿಲೋಮೀಟರ್ ಪಾದಯಾತ್ರೆ ಮಾಡಿ ಮಂತ್ರಾಲಯಕ್ಕೆ ದಿನಾಂಕ ೯ ಆಗಸ್ಟ್ ೨೦೨೫ ಶನಿವಾರ ಸಂಜೆ ೪ ಗಂಟೆಗೆ ಮಂತ್ರಾಲಯಕ್ಕೆ ತಲುಪಿ ರಾಯರ ದರ್ಶನ ಪಡೆದಿದ್ದಾರೆ.: [464, 718, 659, 928]
- article-dateline: ಭಾರತ ವೈಭವ ಸುದ್ದಿ: [465, 1458, 546, 1473]
- article-tobacco: [13, 133, 878, 702]
- article-headline[interactable]: ಸಿಎಂ ಸಿದ್ದರಾಮಯ್ಯನವರ ಕೊಡುಗೆ ಅಪಾರ: [520, 1056, 815, 1142]
- article-body: [895, 1777, 1523, 2085]
- article-body-continued: [464, 973, 873, 1035]
- logo-title: ಭಾರತ ವೈಭವ: [1179, 20, 1446, 87]
- article-body: ತಾಳಿಕೋಟೆ: ತಾಲೂಕಿನ ಹಿರೂರ ಗ್ರಾಮದಲ್ಲಿ ಇದೇ ದಿ. ೧೮ ರಿಂದ ಸೋಮವಾರದಿಂದ ಜರುಗಲಿರುವ ಶ್ರೀ ಭೋಗೇಶ್ವರ ಜಾತ್ರಾ ಮಹೋತ್ಸವಕ್ಕೆ ವಿಜಯಪುರದಲ್ಲಿ ವಾಸ್ತವ್ಯವಿರುವ ಶ್ರೀ ಅನ್ನದಾನೇಶ್ವರ ಸಂಸ್ಥಾನ ಹಿರೇಮಠದ ಹಿರಿಯ ಪೂಜ್ಯರಾದ ಶಾಂಡಿಲ್ಯ ಶಿವಾಚಾರ್ಯ ಶ್ರೀ ಸ್ವಾಮೀಜಿಗಳನ್ನು ಭಕ್ತರು ಆಹ್ವಾನಿಸಿದರು. ಗುರುಶಾಂತಲಿಂಗ ಶಿವಾಚಾರ್ಯ ಮಹಾಸ್ವಾಮಿಗಳನ್ನು ಭಕ್ತಿಭಾವದಿಂದ ಜಾತ್ರೋತ್ಸವಕ್ಕೆ ಆಹ್ವಾನಿಸಲಾಯಿತು. ಈ ಸಮಯದಲ್ಲಿ ಭಕ್ತರಾದ ಶಾಂತಗೌಡ ಬಿರಾದಾರ, ಚಿದಾನಂದ ಚೌದ್ರಿ, ಡಿ.ವಿ.ಬಿರಾದಾರ, ಬಸಲಿಂಗಪ್ಪ ಹಳ್ಳೂರ, ಬಾಪುಗೌಡ ಬಿರಾದಾರ, ದೇವೇಂದ್ರ ಕೊಟ್ಟೂರ, ಚಂದ್ರಶೇಖರ ಯರಗಲ್ಲ, ಬಸವರಾಜ ಬಾಡ್ಯಾಳ, ಮೊದಲಾದವರು ಉಪಸ್ಥಿತರಿದ್ದರು.: [22, 1023, 443, 1134]
- article-venkatesh: [885, 133, 1531, 925]
- donation-counter-sign: DONATION COUNTER Cash: [686, 788, 735, 817]
- logo-subtitle-english: Bharat Vaibhav Daily: [1181, 89, 1324, 106]
